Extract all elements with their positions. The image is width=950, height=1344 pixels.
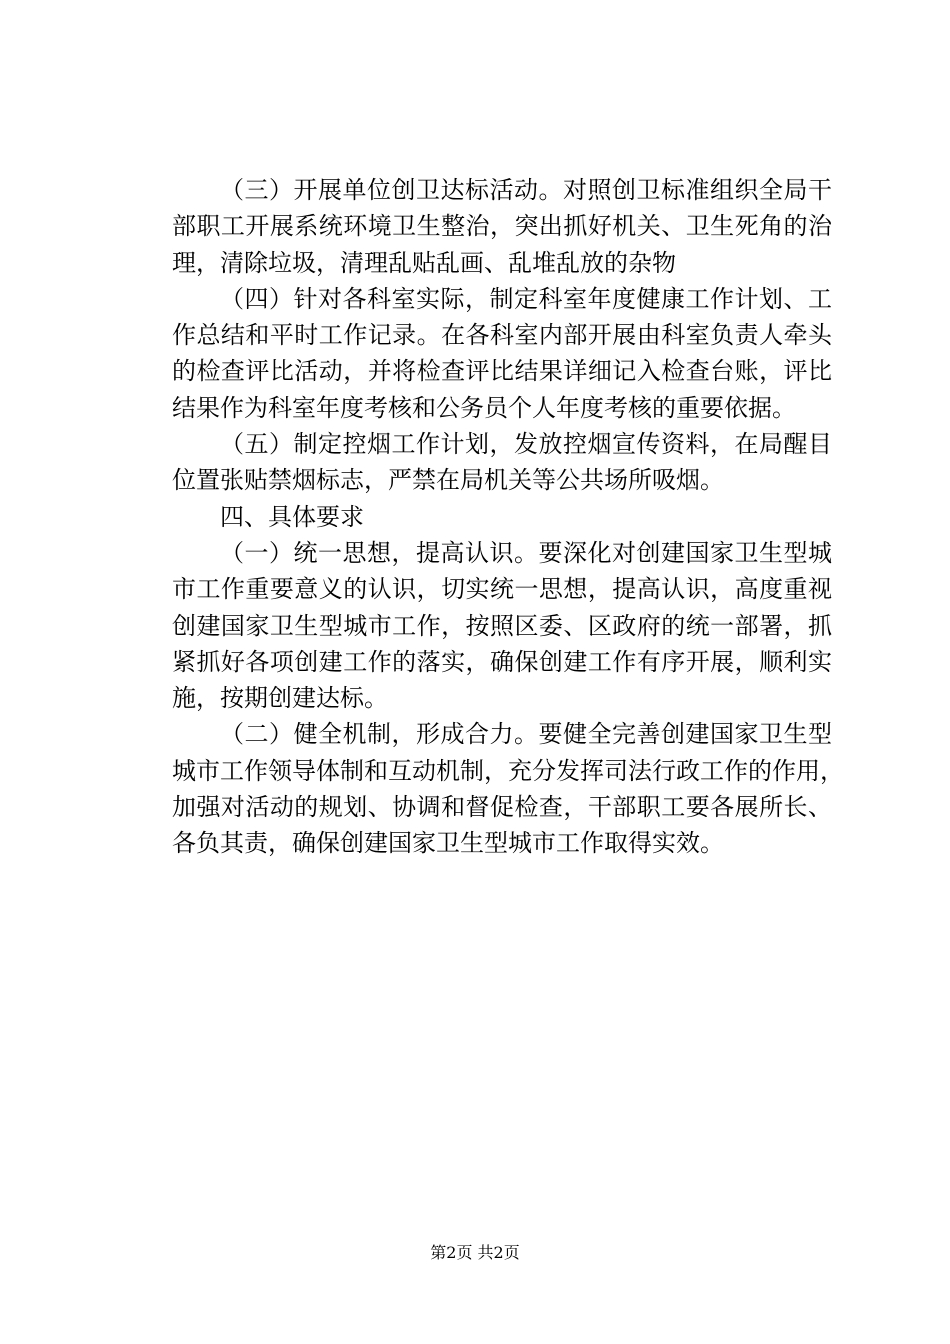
requirement-2-line-1: （二）健全机制，形成合力。要健全完善创建国家卫生型 bbox=[220, 720, 832, 749]
requirement-1-line-2: 市工作重要意义的认识，切实统一思想，提高认识，高度重视 bbox=[172, 575, 832, 604]
paragraph-3-line-1: （三）开展单位创卫达标活动。对照创卫标准组织全局干 bbox=[220, 176, 832, 204]
requirement-2-line-3: 加强对活动的规划、协调和督促检查，干部职工要各展所长、 bbox=[172, 793, 832, 822]
paragraph-3-line-3: 理，清除垃圾，清理乱贴乱画、乱堆乱放的杂物 bbox=[172, 248, 676, 277]
requirement-1-line-1: （一）统一思想，提高认识。要深化对创建国家卫生型城 bbox=[220, 538, 832, 567]
section-heading: 四、具体要求 bbox=[220, 502, 364, 531]
document-body bbox=[172, 172, 844, 862]
requirement-1-line-5: 施，按期创建达标。 bbox=[172, 684, 388, 713]
paragraph-4-line-2: 作总结和平时工作记录。在各科室内部开展由科室负责人牵头 bbox=[172, 321, 832, 350]
paragraph-4-line-3: 的检查评比活动，并将检查评比结果详细记入检查台账，评比 bbox=[172, 357, 832, 386]
paragraph-3-line-2: 部职工开展系统环境卫生整治，突出抓好机关、卫生死角的治 bbox=[172, 212, 832, 241]
paragraph-5-line-1: （五）制定控烟工作计划，发放控烟宣传资料，在局醒目 bbox=[220, 430, 832, 459]
requirement-2-line-4: 各负其责，确保创建国家卫生型城市工作取得实效。 bbox=[172, 829, 724, 858]
requirement-2-line-2: 城市工作领导体制和互动机制，充分发挥司法行政工作的作用， bbox=[172, 756, 844, 785]
page-number-footer: 第2页 共2页 bbox=[430, 1243, 520, 1262]
paragraph-5-line-2: 位置张贴禁烟标志，严禁在局机关等公共场所吸烟。 bbox=[172, 466, 724, 495]
paragraph-4-line-4: 结果作为科室年度考核和公务员个人年度考核的重要依据。 bbox=[172, 393, 796, 422]
requirement-1-line-3: 创建国家卫生型城市工作，按照区委、区政府的统一部署，抓 bbox=[172, 611, 832, 640]
paragraph-4-line-1: （四）针对各科室实际，制定科室年度健康工作计划、工 bbox=[220, 284, 832, 313]
requirement-1-line-4: 紧抓好各项创建工作的落实，确保创建工作有序开展，顺利实 bbox=[172, 647, 832, 676]
